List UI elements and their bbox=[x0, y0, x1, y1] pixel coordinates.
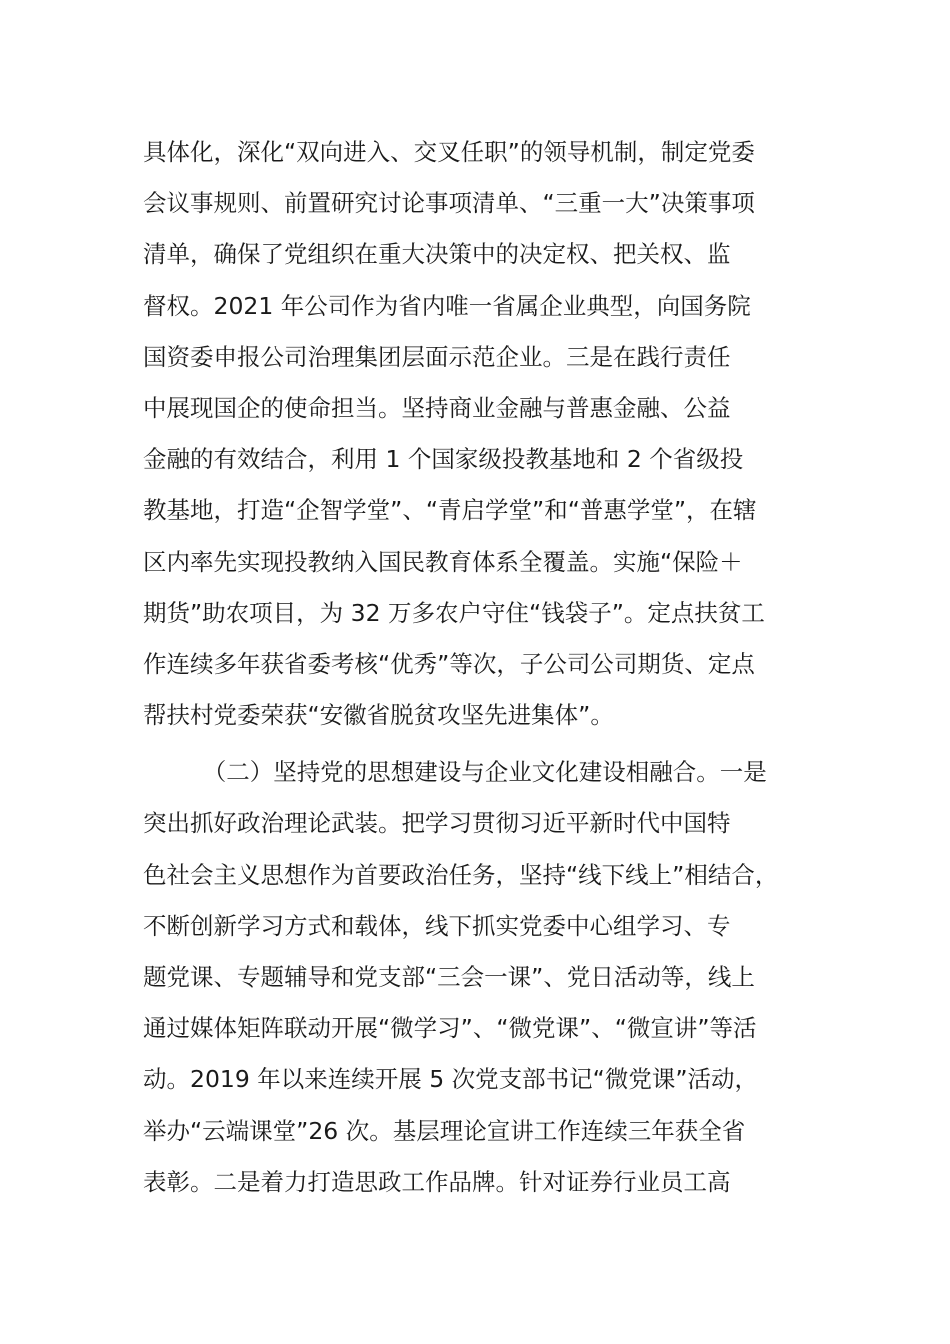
text-line: 期货”助农项目，为 32 万多农户守住“钱袋子”。定点扶贫工 bbox=[143, 598, 765, 627]
text-line: 督权。2021 年公司作为省内唯一省属企业典型，向国务院 bbox=[143, 291, 751, 320]
text-line: 教基地，打造“企智学堂”、“青启学堂”和“普惠学堂”，在辖 bbox=[143, 496, 757, 525]
body-text bbox=[143, 127, 843, 1208]
text-line: 表彰。二是着力打造思政工作品牌。针对证券行业员工高 bbox=[143, 1167, 731, 1196]
text-line: 不断创新学习方式和载体，线下抓实党委中心组学习、专 bbox=[143, 911, 731, 940]
text-line: 国资委申报公司治理集团层面示范企业。三是在践行责任 bbox=[143, 342, 731, 371]
text-line: 动。2019 年以来连续开展 5 次党支部书记“微党课”活动， bbox=[143, 1065, 759, 1094]
text-line: 作连续多年获省委考核“优秀”等次，子公司公司期货、定点 bbox=[143, 649, 755, 678]
text-line: 帮扶村党委荣获“安徽省脱贫攻坚先进集体”。 bbox=[143, 701, 614, 730]
text-line: 清单，确保了党组织在重大决策中的决定权、把关权、监 bbox=[143, 240, 731, 269]
text-line: 举办“云端课堂”26 次。基层理论宣讲工作连续三年获全省 bbox=[143, 1116, 746, 1145]
text-line: 色社会主义思想作为首要政治任务，坚持“线下线上”相结合， bbox=[143, 860, 779, 889]
text-line: 金融的有效结合，利用 1 个国家级投教基地和 2 个省级投 bbox=[143, 445, 744, 474]
text-line: 具体化，深化“双向进入、交叉任职”的领导机制，制定党委 bbox=[143, 138, 755, 166]
text-line: 区内率先实现投教纳入国民教育体系全覆盖。实施“保险＋ bbox=[143, 547, 743, 576]
paragraph-1 bbox=[143, 127, 843, 741]
paragraph-2 bbox=[143, 747, 843, 1208]
text-line: 题党课、专题辅导和党支部“三会一课”、党日活动等，线上 bbox=[143, 963, 755, 991]
text-line: 中展现国企的使命担当。坚持商业金融与普惠金融、公益 bbox=[143, 393, 731, 422]
text-line: 通过媒体矩阵联动开展“微学习”、“微党课”、“微宣讲”等活 bbox=[143, 1014, 757, 1043]
text-line: 突出抓好政治理论武装。把学习贯彻习近平新时代中国特 bbox=[143, 809, 731, 838]
text-line: （二）坚持党的思想建设与企业文化建设相融合。一是 bbox=[143, 758, 767, 787]
text-line: 会议事规则、前置研究讨论事项清单、“三重一大”决策事项 bbox=[143, 189, 755, 218]
